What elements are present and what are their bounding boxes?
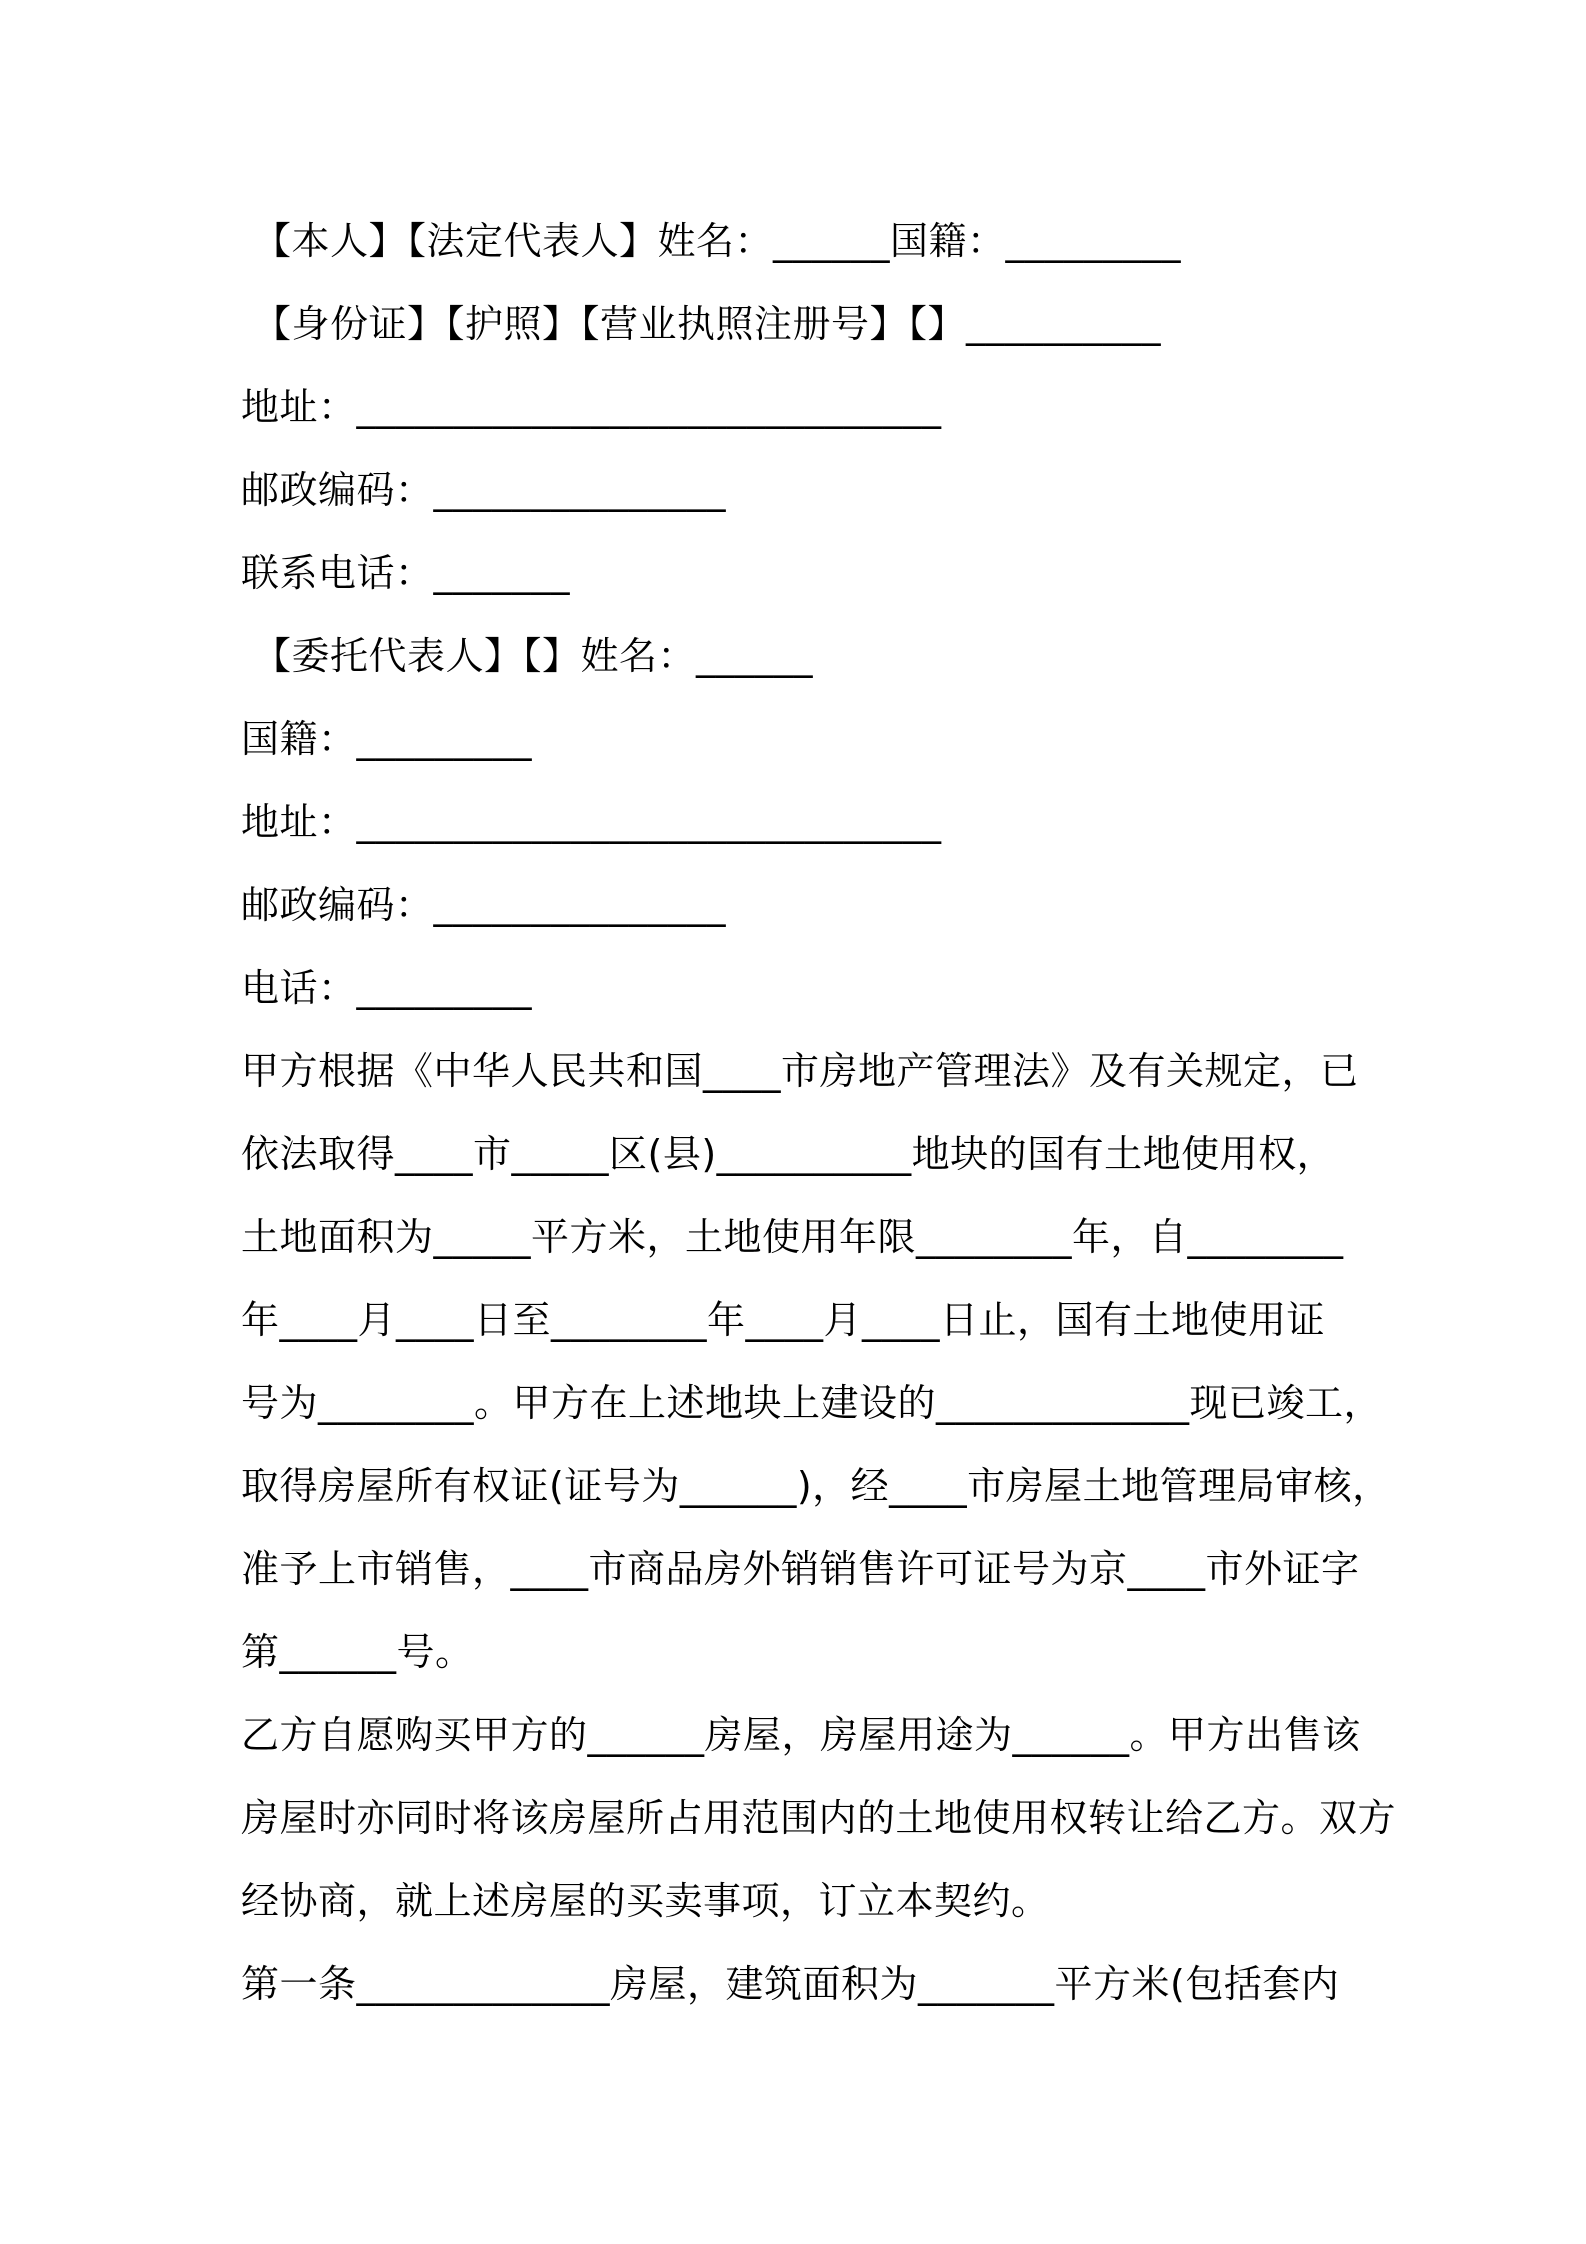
- paragraph-line: 第______号。: [241, 1630, 474, 1674]
- paragraph-line: 依法取得____市_____区(县)__________地块的国有土地使用权，: [241, 1132, 1336, 1176]
- contact-phone-line: 联系电话：_______: [241, 551, 571, 595]
- paragraph-line: 土地面积为_____平方米，土地使用年限________年，自________: [241, 1215, 1344, 1259]
- paragraph-line: 房屋时亦同时将该房屋所占用范围内的土地使用权转让给乙方。双方: [241, 1796, 1397, 1840]
- paragraph-line: 取得房屋所有权证(证号为______)，经____市房屋土地管理局审核，: [241, 1464, 1391, 1508]
- postal-code-line: 邮政编码：_______________: [241, 468, 727, 512]
- agent-postal-code-line: 邮政编码：_______________: [241, 883, 727, 927]
- paragraph-line: 经协商，就上述房屋的买卖事项，订立本契约。: [241, 1879, 1050, 1923]
- agent-name-line: 【委托代表人】【】姓名：______: [253, 634, 814, 678]
- agent-nationality-line: 国籍：_________: [241, 717, 533, 761]
- agent-address-line: 地址：______________________________: [241, 800, 942, 844]
- paragraph-line: 乙方自愿购买甲方的______房屋，房屋用途为______。甲方出售该: [241, 1713, 1361, 1757]
- article-one-line: 第一条_____________房屋，建筑面积为_______平方米(包括套内: [241, 1962, 1340, 2006]
- address-line: 地址：______________________________: [241, 385, 942, 429]
- paragraph-line: 甲方根据《中华人民共和国____市房地产管理法》及有关规定，已: [241, 1049, 1359, 1093]
- agent-phone-line: 电话：_________: [241, 966, 533, 1010]
- paragraph-line: 年____月____日至________年____月____日止，国有土地使用证: [241, 1298, 1326, 1342]
- paragraph-line: 准予上市销售，____市商品房外销销售许可证号为京____市外证字: [241, 1547, 1360, 1591]
- principal-name-nationality-line: 【本人】【法定代表人】姓名：______国籍：_________: [253, 219, 1182, 263]
- id-document-line: 【身份证】【护照】【营业执照注册号】【】__________: [253, 302, 1162, 346]
- paragraph-line: 号为________。甲方在上述地块上建设的_____________现已竣工，: [241, 1381, 1383, 1425]
- document-body: [241, 200, 1397, 2026]
